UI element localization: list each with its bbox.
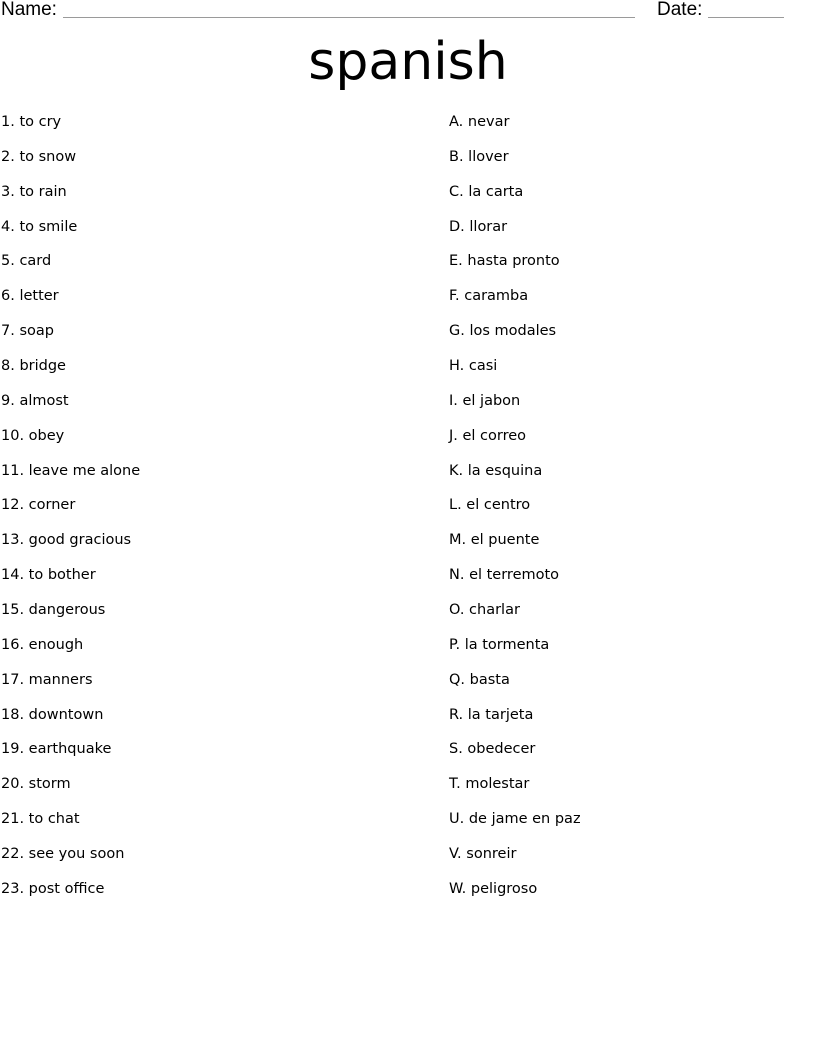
answer-item: M. el puente	[449, 532, 540, 549]
term-item: 18. downtown	[1, 706, 104, 723]
answer-item: O. charlar	[449, 602, 520, 619]
answer-item: H. casi	[449, 358, 498, 375]
answer-item: T. molestar	[449, 776, 530, 793]
term-item: 12. corner	[1, 497, 76, 514]
date-label: Date:	[657, 0, 703, 20]
answer-item: B. llover	[449, 148, 509, 165]
answer-item: N. el terremoto	[449, 567, 560, 584]
answer-item: R. la tarjeta	[449, 706, 534, 723]
term-item: 9. almost	[1, 392, 69, 409]
answer-item: U. de jame en paz	[449, 811, 581, 828]
term-item: 10. obey	[1, 427, 65, 444]
answer-item: J. el correo	[449, 427, 527, 444]
answer-item: K. la esquina	[449, 462, 543, 479]
answer-item: W. peligroso	[449, 880, 538, 897]
name-label: Name:	[1, 0, 57, 20]
answer-item: G. los modales	[449, 323, 557, 340]
answers-list	[449, 110, 809, 912]
term-item: 2. to snow	[1, 148, 77, 165]
term-item: 1. to cry	[1, 114, 62, 130]
answer-item: E. hasta pronto	[449, 253, 560, 270]
worksheet-header	[0, 0, 816, 24]
term-item: 3. to rain	[1, 183, 67, 200]
term-item: 8. bridge	[1, 358, 66, 375]
page-title: spanish	[308, 32, 508, 92]
term-item: 17. manners	[1, 671, 93, 688]
term-item: 7. soap	[1, 323, 54, 340]
answer-item: I. el jabon	[449, 392, 521, 409]
answer-item: L. el centro	[449, 497, 531, 514]
term-item: 21. to chat	[1, 811, 80, 828]
answer-item: P. la tormenta	[449, 636, 550, 653]
answer-item: F. caramba	[449, 288, 529, 305]
answer-item: Q. basta	[449, 671, 510, 688]
answer-item: D. llorar	[449, 218, 508, 235]
term-item: 23. post office	[1, 880, 105, 897]
term-item: 20. storm	[1, 776, 71, 793]
answer-item: S. obedecer	[449, 741, 536, 758]
term-item: 11. leave me alone	[1, 462, 141, 479]
date-blank-line	[708, 17, 784, 18]
terms-list	[1, 110, 431, 912]
term-item: 15. dangerous	[1, 602, 106, 619]
name-blank-line	[63, 17, 635, 18]
term-item: 22. see you soon	[1, 846, 125, 863]
term-item: 13. good gracious	[1, 532, 132, 549]
term-item: 5. card	[1, 253, 52, 270]
answer-item: V. sonreir	[449, 846, 517, 863]
answer-item: A. nevar	[449, 114, 510, 130]
term-item: 16. enough	[1, 636, 84, 653]
term-item: 19. earthquake	[1, 741, 112, 758]
term-item: 14. to bother	[1, 567, 96, 584]
term-item: 6. letter	[1, 288, 59, 305]
answer-item: C. la carta	[449, 183, 524, 200]
term-item: 4. to smile	[1, 218, 78, 235]
